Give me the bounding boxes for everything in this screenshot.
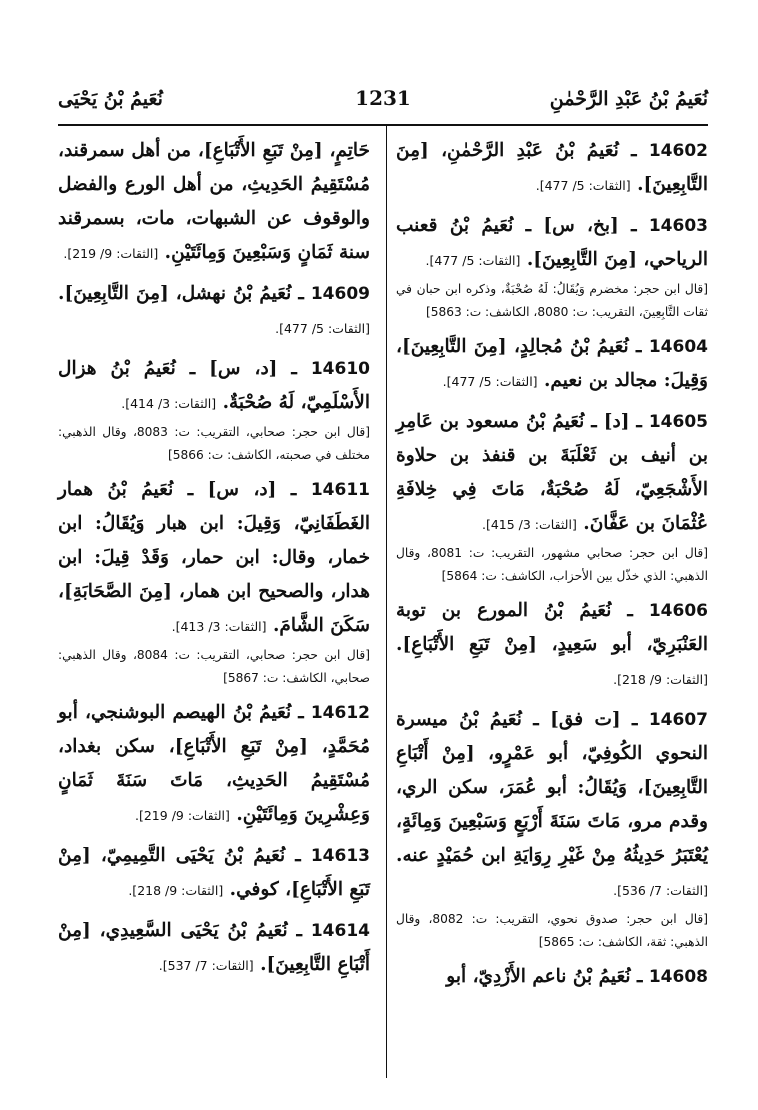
entry-number: 14613 — [310, 846, 370, 866]
entry-body: ـ [ت فق] ـ نُعَيمُ بْنُ ميسرة النحوي الكُوفِيّ، أبو عَمْرٍو، [مِنْ أَتْبَاعِ التَّابِعِينَ]، وَيُقَالُ: أبو عُمَرَ، سكن الري، وقدم مرو، مَاتَ سَنَةَ أَرْبَعٍ وَسَبْعِينَ وَمِائَةٍ، يُعْتَبَرُ حَدِيثُهُ مِنْ غَيْرِ رِوَايَةِ ابن حُمَيْدٍ عنه. — [396, 709, 708, 866]
entry-body: ـ [بخ، س] ـ نُعَيمُ بْنُ قعنب الرياحي، [مِنَ التَّابِعِينَ]. — [396, 215, 708, 270]
entry-number: 14610 — [310, 359, 370, 379]
entry-footnote: [قال ابن حجر: صحابي، التقريب: ت: 8084، وقال الذهبي: صحابي، الكاشف: ت: 5867] — [58, 648, 371, 685]
biography-entry — [58, 473, 370, 690]
source-reference: [الثقات: 5/ 477]. — [275, 321, 370, 336]
biography-entry — [58, 134, 370, 271]
right-column — [396, 134, 708, 1000]
source-reference: [الثقات: 5/ 477]. — [425, 253, 521, 268]
entry-text — [58, 277, 370, 346]
source-reference: [الثقات: 3/ 415]. — [481, 517, 577, 532]
source-reference: [الثقات: 7/ 537]. — [158, 958, 254, 973]
source-reference: [الثقات: 9/ 219]. — [135, 808, 230, 823]
entry-body: ـ نُعَيمُ بْنُ ناعم الأَزْدِيّ، أبو — [446, 966, 649, 987]
biography-entry — [396, 405, 708, 588]
entry-footnote: [قال ابن حجر: صحابي مشهور، التقريب: ت: 8081، وقال الذهبي: الذي خذّل بين الأحزاب، الكاشف: ت: 5864] — [396, 546, 708, 583]
entry-text — [396, 703, 708, 908]
entry-text — [396, 330, 708, 399]
biography-entry — [396, 134, 708, 203]
biography-entry — [396, 960, 708, 994]
entry-number: 14612 — [310, 703, 370, 723]
entry-body: ـ [د، س] ـ نُعَيمُ بْنُ همار الغَطَفَانِيّ، وَقِيلَ: ابن هبار وَيُقَالُ: ابن خمار، وقال: ابن حمار، وَقَدْ قِيلَ: ابن هدار، والصحيح ابن همار، [مِنَ الصَّحَابَةِ]، سَكَنَ الشَّامَ. — [58, 479, 370, 636]
entry-number: 14603 — [648, 216, 708, 236]
entry-footnote: [قال ابن حجر: صدوق نحوي، التقريب: ت: 8082، وقال الذهبي: ثقة، الكاشف: ت: 5865] — [396, 912, 708, 949]
running-title-right: نُعَيمُ بْنُ عَبْدِ الرَّحْمٰنِ — [549, 88, 708, 110]
entry-text — [58, 696, 370, 833]
entry-number: 14607 — [648, 710, 708, 730]
entry-number: 14611 — [310, 480, 370, 500]
entry-body: ـ نُعَيمُ بْنُ يَحْيَى السَّعِيدِي، [مِنْ أَتْبَاعِ التَّابِعِينَ]. — [58, 920, 370, 975]
entry-body: ـ نُعَيمُ بْنُ مُجالِدٍ، [مِنَ التَّابِعِينَ]، وَقِيلَ: مجالد بن نعيم. — [396, 336, 708, 391]
running-header — [58, 84, 708, 126]
source-reference: [الثقات: 9/ 218]. — [613, 672, 708, 687]
entry-number: 14602 — [648, 141, 708, 161]
left-column — [58, 134, 370, 989]
biography-entry — [396, 594, 708, 697]
entry-text — [396, 594, 708, 697]
entry-number: 14606 — [648, 601, 708, 621]
entry-text — [58, 352, 370, 421]
entry-body: حَاتِمٍ، [مِنْ تَبَعِ الأَتْبَاعِ]، من أهل سمرقند، مُسْتَقِيمُ الحَدِيثِ، من أهل الورع والفضل والوقوف عن الشبهات، مات، بسمرقند سنة ثَمَانٍ وَسَبْعِينَ وَمِائَتَيْنِ. — [58, 140, 370, 263]
entry-body: ـ [د، س] ـ نُعَيمُ بْنُ هزال الأَسْلَمِيّ، لَهُ صُحْبَةٌ. — [58, 358, 370, 413]
entry-number: 14605 — [648, 412, 708, 432]
biography-entry — [58, 352, 370, 467]
biography-entry — [396, 330, 708, 399]
entry-text — [396, 134, 708, 203]
source-reference: [الثقات: 5/ 477]. — [442, 374, 538, 389]
source-reference: [الثقات: 3/ 413]. — [171, 619, 267, 634]
biography-entry — [396, 209, 708, 324]
entry-footnote: [قال ابن حجر: صحابي، التقريب: ت: 8083، وقال الذهبي: مختلف في صحبته، الكاشف: ت: 5866] — [58, 425, 371, 462]
source-reference: [الثقات: 5/ 477]. — [535, 178, 631, 193]
source-reference: [الثقات: 9/ 219]. — [63, 246, 159, 261]
biography-entry — [58, 839, 370, 908]
entry-text — [58, 914, 370, 983]
column-divider — [386, 124, 387, 1078]
entry-body: ـ نُعَيمُ بْنُ يَحْيَى التَّمِيمِيّ، [مِنْ تَبَعِ الأَتْبَاعِ]، كوفي. — [58, 845, 370, 900]
entry-body: ـ نُعَيمُ بْنُ نهشل، [مِنَ التَّابِعِينَ]. — [58, 283, 311, 304]
entry-body: ـ [د] ـ نُعَيمُ بْنُ مسعود بن عَامِرِ بن أنيف بن ثَعْلَبَةَ بن قنفذ بن حلاوة الأَشْجَعِيّ، لَهُ صُحْبَةٌ، مَاتَ فِي خِلافَةِ عُثْمَانَ بن عَفَّانَ. — [396, 411, 708, 534]
entry-body: ـ نُعَيمُ بْنُ عَبْدِ الرَّحْمٰنِ، [مِنَ التَّابِعِينَ]. — [396, 140, 708, 195]
entry-text — [396, 960, 708, 994]
entry-number: 14604 — [648, 337, 708, 357]
biography-entry — [396, 703, 708, 954]
biography-entry — [58, 914, 370, 983]
entry-text — [58, 134, 370, 271]
entry-text — [396, 405, 708, 542]
entry-footnote: [قال ابن حجر: مخضرم وَيُقَالُ: لَهُ صُحْبَةٌ، وذكره ابن حبان في ثقات التَّابِعِينَ، التقريب: ت: 8080، الكاشف: ت: 5863] — [396, 282, 708, 319]
biography-entry — [58, 696, 370, 833]
page-number: 1231 — [355, 86, 411, 110]
source-reference: [الثقات: 7/ 536]. — [613, 883, 708, 898]
entry-number: 14609 — [310, 284, 370, 304]
entry-number: 14608 — [648, 967, 708, 987]
source-reference: [الثقات: 3/ 414]. — [121, 396, 217, 411]
entry-text — [58, 839, 370, 908]
source-reference: [الثقات: 9/ 218]. — [128, 883, 224, 898]
entry-body: ـ نُعَيمُ بْنُ الهيصم البوشنجي، أبو مُحَمَّدٍ، [مِنْ تَبَعِ الأَتْبَاعِ]، سكن بغداد، مُسْتَقِيمُ الحَدِيثِ، مَاتَ سَنَةَ ثَمَانٍ وَعِشْرِينَ وَمِائَتَيْنِ. — [58, 702, 370, 825]
entry-text — [58, 473, 370, 644]
running-title-left: نُعَيمُ بْنُ يَحْيَى — [58, 88, 163, 110]
entry-text — [396, 209, 708, 278]
biography-entry — [58, 277, 370, 346]
entry-body: ـ نُعَيمُ بْنُ المورع بن توبة العَنْبَرِيّ، أبو سَعِيدٍ، [مِنْ تَبَعِ الأَتْبَاعِ]. — [396, 600, 708, 655]
entry-number: 14614 — [310, 921, 370, 941]
